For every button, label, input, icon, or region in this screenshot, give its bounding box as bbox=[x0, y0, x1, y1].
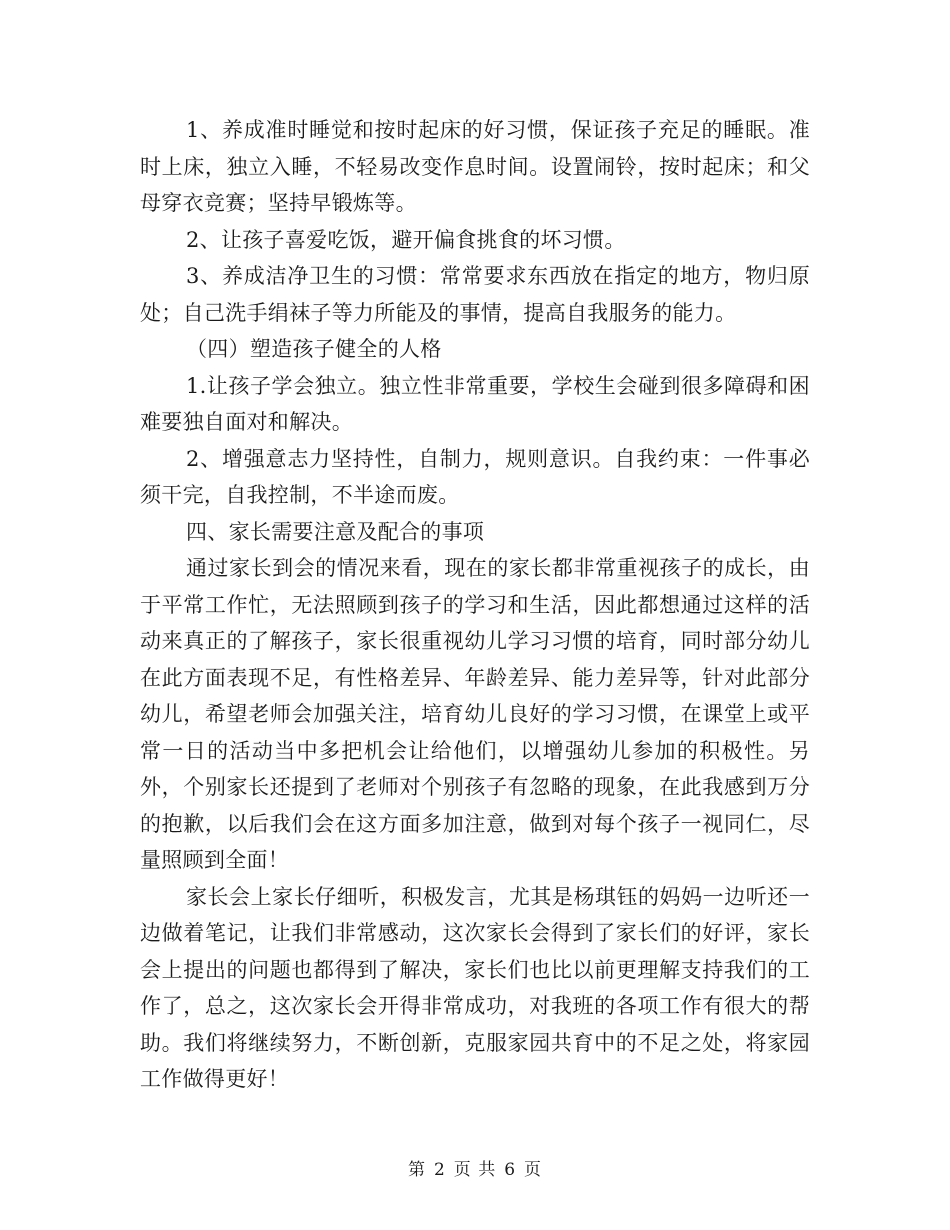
paragraph-parent-feedback: 通过家长到会的情况来看，现在的家长都非常重视孩子的成长，由于平常工作忙，无法照顾到孩子的学习和生活，因此都想通过这样的活动来真正的了解孩子，家长很重视幼儿学习习惯的培育，同时部分幼儿在此方面表现不足，有性格差异、年龄差异、能力差异等，针对此部分幼儿，希望老师会加强关注，培育幼儿良好的学习习惯，在课堂上或平常一日的活动当中多把机会让给他们，以增强幼儿参加的积极性。另外，个别家长还提到了老师对个别孩子有忽略的现象，在此我感到万分的抱歉，以后我们会在这方面多加注意，做到对每个孩子一视同仁，尽量照顾到全面！ bbox=[140, 556, 810, 872]
footer-total-pages: 6 bbox=[504, 1160, 517, 1180]
document-body bbox=[140, 112, 810, 1098]
paragraph-eating-habits: 2、让孩子喜爱吃饭，避开偏食挑食的坏习惯。 bbox=[186, 227, 626, 252]
footer-current-page: 2 bbox=[433, 1160, 446, 1180]
paragraph-independence: 1.让孩子学会独立。独立性非常重要，学校生会碰到很多障碍和困难要独自面对和解决。 bbox=[140, 373, 810, 434]
footer-prefix: 第 bbox=[407, 1160, 426, 1180]
paragraph-willpower: 2、增强意志力坚持性，自制力，规则意识。自我约束：一件事必须干完，自我控制，不半途而废。 bbox=[140, 446, 810, 507]
footer-suffix: 页 bbox=[524, 1160, 543, 1180]
footer-middle: 页 共 bbox=[453, 1160, 497, 1180]
paragraph-meeting-summary: 家长会上家长仔细听，积极发言，尤其是杨琪钰的妈妈一边听还一边做着笔记，让我们非常感动，这次家长会得到了家长们的好评，家长会上提出的问题也都得到了解决，家长们也比以前更理解支持我们的工作了，总之，这次家长会开得非常成功，对我班的各项工作有很大的帮助。我们将继续努力，不断创新，克服家园共育中的不足之处，将家园工作做得更好！ bbox=[140, 884, 810, 1091]
paragraph-sleep-habits: 1、养成准时睡觉和按时起床的好习惯，保证孩子充足的睡眠。准时上床，独立入睡，不轻易改变作息时间。设置闹铃，按时起床；和父母穿衣竞赛；坚持早锻炼等。 bbox=[140, 118, 810, 215]
section-heading-parent-notes: 四、家长需要注意及配合的事项 bbox=[186, 519, 485, 544]
paragraph-hygiene-habits: 3、养成洁净卫生的习惯：常常要求东西放在指定的地方，物归原处；自己洗手绢袜子等力所能及的事情，提高自我服务的能力。 bbox=[140, 264, 810, 325]
section-heading-personality: （四）塑造孩子健全的人格 bbox=[186, 337, 442, 361]
page-footer bbox=[0, 1155, 950, 1180]
